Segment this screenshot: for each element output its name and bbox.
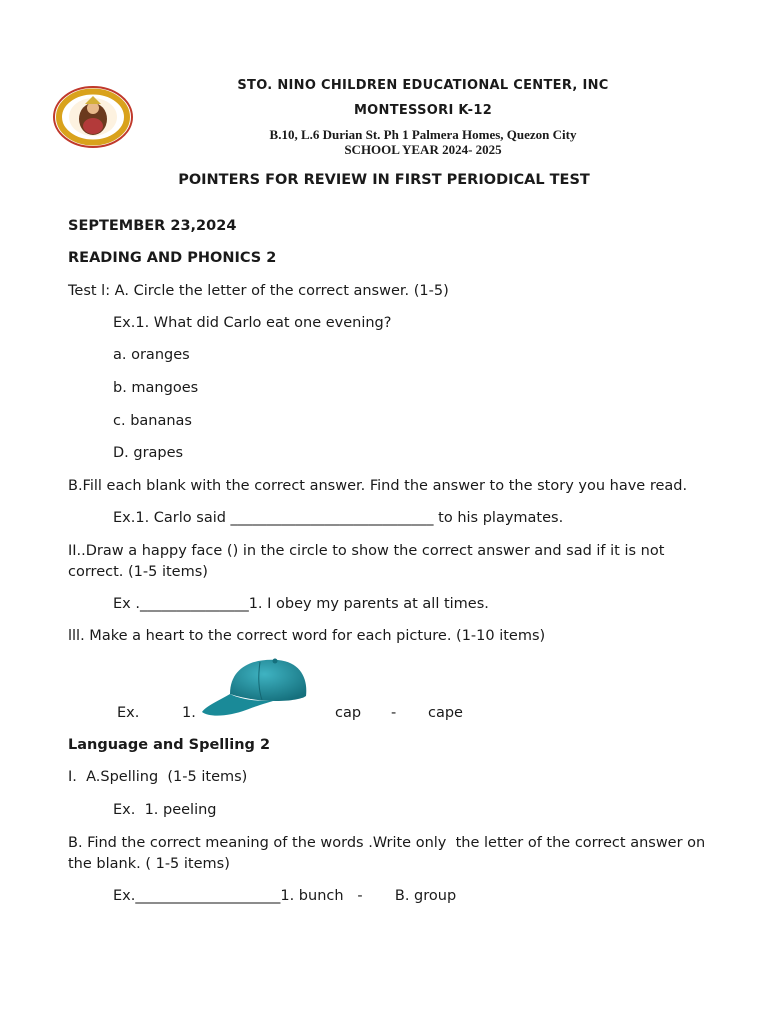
document-title: POINTERS FOR REVIEW IN FIRST PERIODICAL TEST <box>178 172 590 188</box>
test3-instruction: lll. Make a heart to the correct word for each picture. (1-10 items) <box>68 628 546 644</box>
meaning-instruction: B. Find the correct meaning of the words .Write only the letter of the correct answer on the blank. ( 1-5 items) <box>68 835 710 872</box>
school-address: B.10, L.6 Durian St. Ph 1 Palmera Homes, Quezon City <box>269 127 577 142</box>
spelling-example: Ex. 1. peeling <box>113 802 217 818</box>
program-name: MONTESSORI K-12 <box>353 103 493 118</box>
meaning-example: Ex.____________________1. bunch - B. group <box>113 888 457 904</box>
example3-dash: - <box>391 705 397 721</box>
subject-language: Language and Spelling 2 <box>68 737 271 753</box>
subject-reading: READING AND PHONICS 2 <box>68 250 277 266</box>
spelling-instruction: I. A.Spelling (1-5 items) <box>68 769 248 785</box>
example3-word-cape: cape <box>428 705 463 721</box>
example3-number: 1. <box>182 705 196 721</box>
choice-b: b. mangoes <box>113 380 199 396</box>
example3-ex: Ex. <box>117 705 140 721</box>
choice-d: D. grapes <box>113 445 184 461</box>
example-happy-face: Ex ._______________1. I obey my parents at all times. <box>113 596 489 612</box>
example3-word-cap: cap <box>335 705 362 721</box>
test2-instruction: II..Draw a happy face () in the circle to show the correct answer and sad if it is not correct. (1-5 items) <box>68 543 665 580</box>
choice-a: a. oranges <box>113 347 190 363</box>
choice-c: c. bananas <box>113 413 192 429</box>
test-date: SEPTEMBER 23,2024 <box>68 218 237 234</box>
cap-picture <box>200 656 310 720</box>
example-question: Ex.1. What did Carlo eat one evening? <box>113 315 392 331</box>
test1-instruction: Test l: A. Circle the letter of the correct answer. (1-5) <box>68 283 449 299</box>
test1b-instruction: B.Fill each blank with the correct answer. Find the answer to the story you have read. <box>68 478 688 494</box>
school-year: SCHOOL YEAR 2024- 2025 <box>344 142 502 157</box>
example-fill-blank: Ex.1. Carlo said ____________________________ to his playmates. <box>113 510 564 526</box>
school-name: STO. NINO CHILDREN EDUCATIONAL CENTER, INC <box>237 78 609 93</box>
